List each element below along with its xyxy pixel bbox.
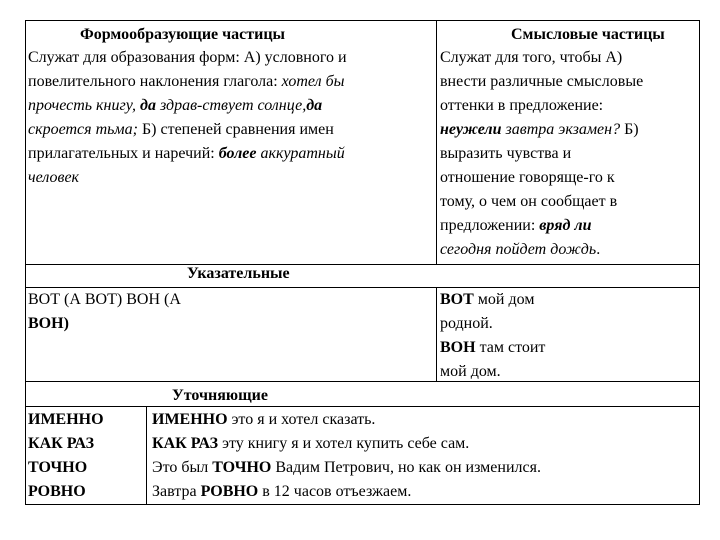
clarifying-example: [152, 480, 411, 504]
text-run: скроется тьма;: [28, 121, 138, 138]
table-border-bottom: [25, 504, 700, 505]
semantic-particles-header: Смысловые частицы: [511, 26, 665, 43]
text-run: ВОН: [440, 339, 476, 356]
text-run: ТОЧНО: [212, 459, 272, 476]
formative-text-line: [28, 118, 334, 142]
text-run: Б): [620, 121, 639, 138]
text-run: да: [140, 97, 156, 114]
text-run: эту книгу я и хотел купить себе сам.: [218, 435, 470, 452]
divider-section2-top: [25, 264, 700, 265]
demonstrative-header: Указательные: [187, 265, 290, 282]
text-run: Вадим Петрович, но как он изменился.: [271, 459, 541, 476]
clarifying-word: РОВНО: [28, 483, 86, 500]
clarifying-word: ТОЧНО: [28, 459, 88, 476]
divider-col-section1: [436, 20, 437, 265]
demonstrative-example-line: [440, 288, 534, 312]
demonstrative-example-line: [440, 312, 493, 336]
semantic-text-line: [440, 190, 617, 214]
text-run: предложении:: [440, 217, 540, 234]
clarifying-example: [152, 408, 375, 432]
text-run: сегодня пойдет дождь: [440, 241, 597, 258]
table-border-top: [25, 20, 700, 21]
formative-text-line: [28, 70, 345, 94]
formative-text-line: [28, 166, 79, 190]
formative-text-line: [28, 94, 322, 118]
semantic-text-line: [440, 46, 622, 70]
demonstrative-word-line: [28, 288, 181, 312]
text-run: человек: [28, 169, 80, 186]
formative-text-line: [28, 142, 345, 166]
text-run: завтра экзамен?: [501, 121, 621, 138]
clarifying-word: КАК РАЗ: [28, 435, 95, 452]
clarifying-word: ИМЕННО: [28, 411, 104, 428]
text-run: РОВНО: [200, 483, 259, 500]
text-run: Служат для того, чтобы А): [440, 49, 623, 66]
divider-col-section3: [146, 406, 147, 505]
divider-col-section2: [436, 287, 437, 382]
text-run: выразить чувства и: [440, 145, 572, 162]
formative-text-line: [28, 46, 347, 70]
text-run: .: [596, 241, 601, 258]
text-run: Завтра: [152, 483, 201, 500]
semantic-text-line: [440, 94, 603, 118]
text-run: отношение говоряще-го к: [440, 169, 615, 186]
text-run: неужели: [440, 121, 502, 138]
text-run: вряд ли: [539, 217, 592, 234]
text-run: оттенки в предложение:: [440, 97, 604, 114]
divider-section3-subrow: [25, 406, 700, 407]
text-run: внести различные смысловые: [440, 73, 644, 90]
text-run: да: [306, 97, 323, 114]
text-run: Служат для образования форм: А) условного и: [28, 49, 347, 66]
text-run: более: [218, 145, 257, 162]
text-run: Это был: [152, 459, 213, 476]
text-run: ВОН): [28, 315, 69, 332]
text-run: ВОТ: [440, 291, 474, 308]
semantic-text-line: [440, 238, 600, 262]
text-run: аккуратный: [256, 145, 345, 162]
text-run: Б) степеней сравнения имен: [137, 121, 334, 138]
clarifying-example: [152, 432, 469, 456]
text-run: в 12 часов отъезжаем.: [258, 483, 412, 500]
text-run: повелительного наклонения глагола:: [28, 73, 282, 90]
text-run: родной.: [440, 315, 493, 332]
table-border-right: [699, 20, 700, 505]
semantic-text-line: [440, 118, 639, 142]
demonstrative-example-line: [440, 336, 545, 360]
text-run: мой дом.: [440, 363, 501, 380]
text-run: тому, о чем он сообщает в: [440, 193, 618, 210]
semantic-text-line: [440, 70, 643, 94]
text-run: ИМЕННО: [152, 411, 228, 428]
divider-section3-top: [25, 381, 700, 382]
clarifying-header: Уточняющие: [172, 387, 268, 404]
semantic-text-line: [440, 166, 615, 190]
text-run: хотел бы: [281, 73, 345, 90]
semantic-text-line: [440, 214, 592, 238]
clarifying-example: [152, 456, 541, 480]
text-run: здрав-ствует солнце,: [155, 97, 307, 114]
text-run: там стоит: [475, 339, 546, 356]
demonstrative-example-line: [440, 360, 501, 384]
text-run: КАК РАЗ: [152, 435, 219, 452]
demonstrative-word-line: [28, 312, 69, 336]
text-run: ВОТ (А ВОТ) ВОН (А: [28, 291, 181, 308]
text-run: это я и хотел сказать.: [227, 411, 376, 428]
semantic-text-line: [440, 142, 571, 166]
text-run: прилагательных и наречий:: [28, 145, 219, 162]
text-run: мой дом: [473, 291, 535, 308]
formative-particles-header: Формообразующие частицы: [80, 26, 286, 43]
table-border-left: [25, 20, 26, 505]
text-run: прочесть книгу,: [28, 97, 141, 114]
